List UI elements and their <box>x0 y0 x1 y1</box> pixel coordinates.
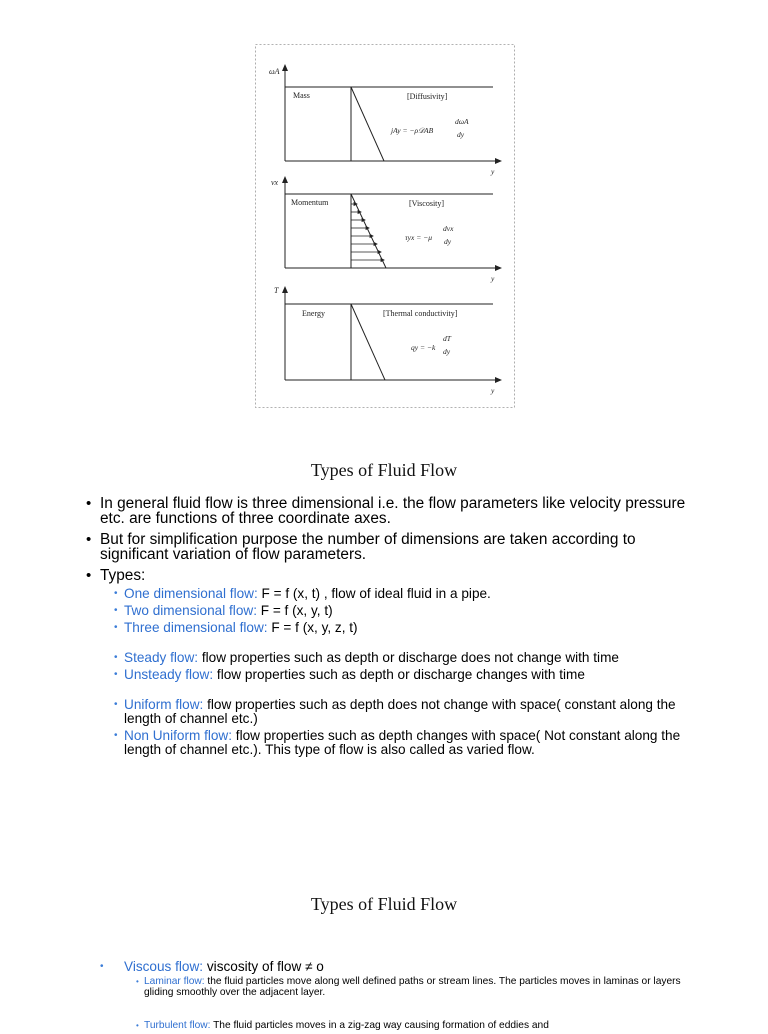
turbulent-term: Turbulent flow: <box>144 1020 211 1031</box>
energy-deriv-den: dy <box>443 347 451 356</box>
laminar-term: Laminar flow: <box>144 976 205 987</box>
type-term: Uniform flow: <box>124 697 204 712</box>
laminar-desc: the fluid particles move along well defined paths or stream lines. The particles moves in laminas or layers gliding smoothly over the adjacent layer. <box>144 976 681 998</box>
type-term: One dimensional flow: <box>124 586 258 601</box>
energy-axis-label: T <box>274 286 279 295</box>
energy-law-name: [Thermal conductivity] <box>383 309 458 318</box>
types-label: Types: <box>100 567 146 584</box>
mass-deriv-den: dy <box>457 130 465 139</box>
turbulent-desc: The fluid particles moves in a zig-zag way causing formation of eddies and <box>210 1020 549 1031</box>
type-two-dimensional <box>100 604 706 618</box>
mass-y-label: y <box>491 167 495 176</box>
section1-title: Types of Fluid Flow <box>310 460 458 480</box>
viscous-term: Viscous flow: <box>124 959 204 974</box>
type-term: Three dimensional flow: <box>124 620 268 635</box>
bullet-three-dimensional: • In general fluid flow is three dimensional i.e. the flow parameters like velocity pressure etc. are functions of three coordinate axes. <box>86 496 706 526</box>
type-term: Two dimensional flow: <box>124 603 257 618</box>
mass-axis-label: ωA <box>269 67 280 76</box>
type-non-uniform <box>100 729 706 757</box>
type-three-dimensional <box>100 621 706 635</box>
mass-label: Mass <box>293 91 310 100</box>
type-desc: flow properties such as depth or discharge does not change with time <box>198 650 619 665</box>
momentum-law-name: [Viscosity] <box>409 199 445 208</box>
type-term: Non Uniform flow: <box>124 728 233 743</box>
momentum-deriv-den: dy <box>444 237 452 246</box>
type-desc: flow properties such as depth or discharge changes with time <box>213 667 585 682</box>
types-list <box>100 587 706 757</box>
mass-law-name: [Diffusivity] <box>407 92 448 101</box>
section1-bullets <box>86 496 706 763</box>
energy-deriv-num: dT <box>443 334 451 343</box>
bullet-types <box>86 568 706 757</box>
type-one-dimensional <box>100 587 706 601</box>
mass-flux-lhs: jAy = −ρ𝒟AB <box>391 126 434 135</box>
type-steady <box>100 651 706 665</box>
section2-title: Types of Fluid Flow <box>310 894 458 914</box>
momentum-axis-label: vx <box>271 178 279 187</box>
type-uniform <box>100 698 706 726</box>
type-desc: flow properties such as depth does not change with space( constant along the length of channel etc.) <box>124 697 676 726</box>
momentum-flux-lhs: τyx = −μ <box>405 233 432 242</box>
transport-figure <box>255 44 515 408</box>
energy-y-label: y <box>491 386 495 395</box>
viscous-sublist <box>124 976 706 1031</box>
type-desc: F = f (x, y, t) <box>256 603 333 618</box>
energy-flux-lhs: qy = −k <box>411 343 436 352</box>
type-term: Unsteady flow: <box>124 667 214 682</box>
section2-bullets <box>86 960 706 1034</box>
turbulent-item <box>110 1020 706 1031</box>
mass-deriv-num: dωA <box>455 117 469 126</box>
type-term: Steady flow: <box>124 650 199 665</box>
energy-label: Energy <box>302 309 325 318</box>
viscous-desc: viscosity of flow ≠ o <box>203 959 324 974</box>
momentum-y-label: y <box>491 274 495 283</box>
bullet-viscous <box>86 960 706 1031</box>
type-desc: F = f (x, t) , flow of ideal fluid in a pipe. <box>257 586 491 601</box>
type-desc: flow properties such as depth changes with space( Not constant along the length of channel etc.). This type of flow is also called as varied flow. <box>124 728 681 757</box>
bullet-simplification: • But for simplification purpose the number of dimensions are taken according to significant variation of flow parameters. <box>86 532 706 562</box>
type-desc: F = f (x, y, z, t) <box>267 620 358 635</box>
laminar-item <box>110 976 706 998</box>
momentum-label: Momentum <box>291 198 329 207</box>
momentum-deriv-num: dvx <box>443 224 454 233</box>
type-unsteady <box>100 668 706 682</box>
